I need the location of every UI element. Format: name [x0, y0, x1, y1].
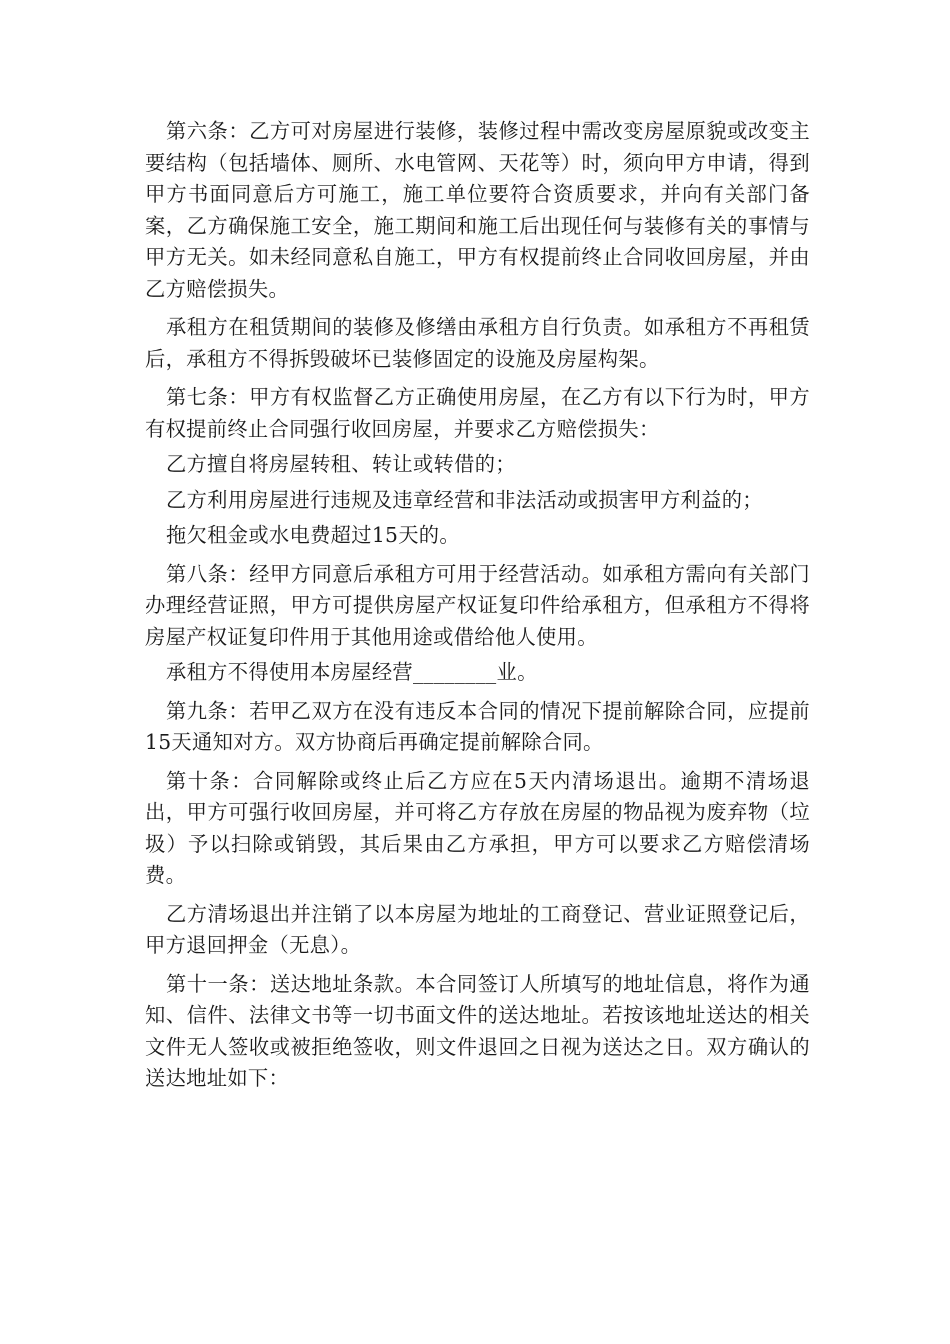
clause-6-renovation-paragraph: 承租方在租赁期间的装修及修缮由承租方自行负责。如承租方不再租赁后，承租方不得拆毁破坏已装修固定的设施及房屋构架。: [145, 315, 810, 371]
clause-8-paragraph: 第八条：经甲方同意后承租方可用于经营活动。如承租方需向有关部门办理经营证照，甲方可提供房屋产权证复印件给承租方，但承租方不得将房屋产权证复印件用于其他用途或借给他人使用。: [145, 561, 810, 649]
clause-10-deposit-paragraph: 乙方清场退出并注销了以本房屋为地址的工商登记、营业证照登记后，甲方退回押金（无息）。: [145, 901, 810, 957]
clause-9-paragraph: 第九条：若甲乙双方在没有违反本合同的情况下提前解除合同，应提前15天通知对方。双方协商后再确定提前解除合同。: [145, 698, 810, 754]
clause-7-item-arrears: 拖欠租金或水电费超过15天的。: [166, 523, 460, 547]
clause-7-paragraph: 第七条：甲方有权监督乙方正确使用房屋，在乙方有以下行为时，甲方有权提前终止合同强行收回房屋，并要求乙方赔偿损失：: [145, 385, 810, 441]
clause-7-item-illegal-use: 乙方利用房屋进行违规及违章经营和非法活动或损害甲方利益的；: [166, 487, 763, 512]
clause-8-business-restriction: 承租方不得使用本房屋经营________业。: [166, 660, 538, 684]
clause-7-item-sublet: 乙方擅自将房屋转租、转让或转借的；: [166, 452, 516, 476]
clause-10-paragraph: 第十条：合同解除或终止后乙方应在5天内清场退出。逾期不清场退出，甲方可强行收回房屋，并可将乙方存放在房屋的物品视为废弃物（垃圾）予以扫除或销毁，其后果由乙方承担，甲方可以要求乙方赔偿清场费。: [145, 768, 810, 887]
document-body: [145, 116, 810, 1102]
clause-11-paragraph: 第十一条：送达地址条款。本合同签订人所填写的地址信息，将作为通知、信件、法律文书等一切书面文件的送达地址。若按该地址送达的相关文件无人签收或被拒绝签收，则文件退回之日视为送达之日。双方确认的送达地址如下：: [145, 971, 810, 1090]
clause-6-paragraph: 第六条：乙方可对房屋进行装修，装修过程中需改变房屋原貌或改变主要结构（包括墙体、厕所、水电管网、天花等）时，须向甲方申请，得到甲方书面同意后方可施工，施工单位要符合资质要求，并向有关部门备案，乙方确保施工安全，施工期间和施工后出现任何与装修有关的事情与甲方无关。如未经同意私自施工，甲方有权提前终止合同收回房屋，并由乙方赔偿损失。: [145, 119, 810, 301]
